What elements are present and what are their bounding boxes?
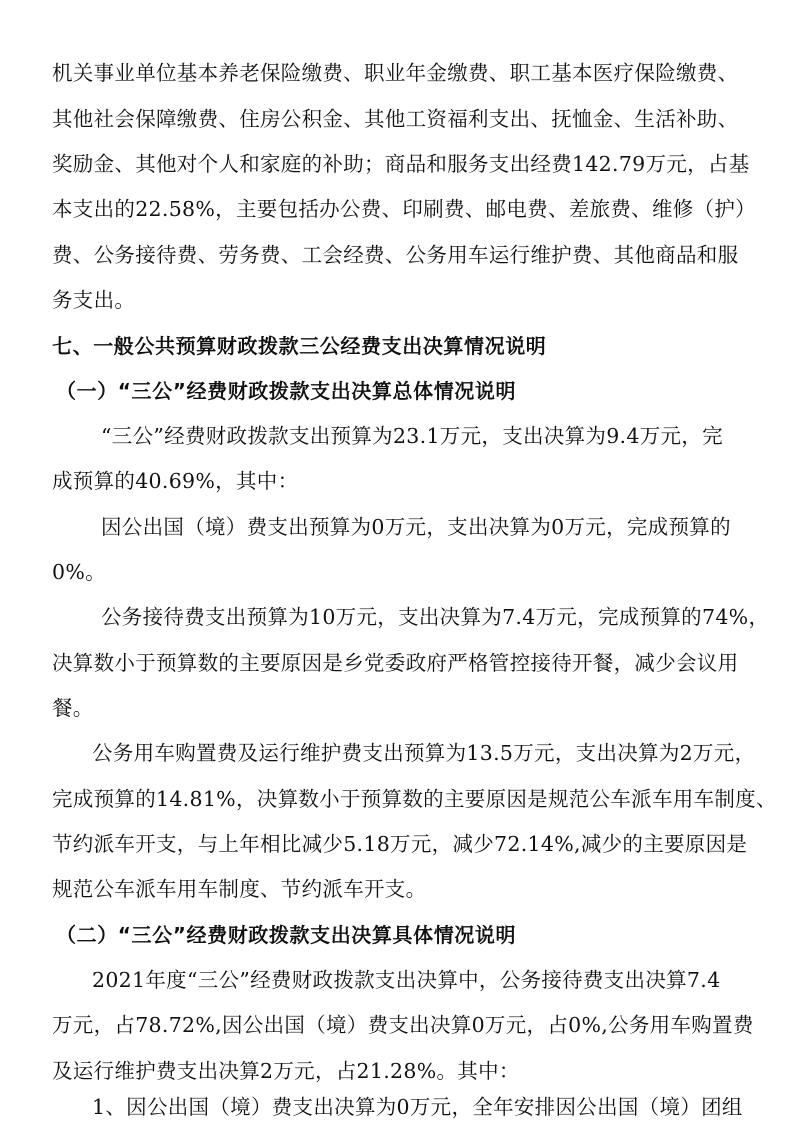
paragraph-line: 完成预算的14.81%，决算数小于预算数的主要原因是规范公车派车用车制度、 [52,787,777,811]
subsection-heading: （二）“三公”经费财政拨款支出决算具体情况说明 [56,923,517,947]
paragraph-line: 务支出。 [52,288,136,312]
paragraph-line: 成预算的40.69%，其中： [52,469,299,493]
paragraph-line: 0%。 [52,560,106,584]
paragraph-line: 节约派车开支，与上年相比减少5.18万元，减少72.14%,减少的主要原因是 [52,832,748,856]
paragraph-line: 费、公务接待费、劳务费、工会经费、公务用车运行维护费、其他商品和服 [52,243,739,267]
paragraph-line: 2021年度“三公”经费财政拨款支出决算中，公务接待费支出决算7.4 [92,968,721,992]
paragraph-line: 因公出国（境）费支出预算为0万元，支出决算为0万元，完成预算的 [101,515,731,539]
paragraph-line: 决算数小于预算数的主要原因是乡党委政府严格管控接待开餐，减少会议用 [52,651,739,675]
paragraph-line: 本支出的22.58%，主要包括办公费、印刷费、邮电费、差旅费、维修（护） [52,197,756,221]
paragraph-line: 万元，占78.72%,因公出国（境）费支出决算0万元，占0%,公务用车购置费 [52,1013,754,1037]
paragraph-line: 机关事业单位基本养老保险缴费、职业年金缴费、职工基本医疗保险缴费、 [52,61,739,85]
paragraph-line: 其他社会保障缴费、住房公积金、其他工资福利支出、抚恤金、生活补助、 [52,107,739,131]
section-heading: 七、一般公共预算财政拨款三公经费支出决算情况说明 [52,334,547,358]
paragraph-line: 规范公车派车用车制度、节约派车开支。 [52,877,427,901]
paragraph-line: 1、因公出国（境）费支出决算为0万元，全年安排因公出国（境）团组 [92,1095,743,1119]
paragraph-line: 公务用车购置费及运行维护费支出预算为13.5万元，支出决算为2万元， [92,741,756,765]
paragraph-line: 餐。 [52,696,94,720]
paragraph-line: “三公”经费财政拨款支出预算为23.1万元，支出决算为9.4万元，完 [101,424,723,448]
paragraph-line: 公务接待费支出预算为10万元，支出决算为7.4万元，完成预算的74%， [101,605,770,629]
subsection-heading: （一）“三公”经费财政拨款支出决算总体情况说明 [56,379,517,403]
paragraph-line: 及运行维护费支出决算2万元，占21.28%。其中： [52,1059,520,1083]
paragraph-line: 奖励金、其他对个人和家庭的补助；商品和服务支出经费142.79万元，占基 [52,152,750,176]
